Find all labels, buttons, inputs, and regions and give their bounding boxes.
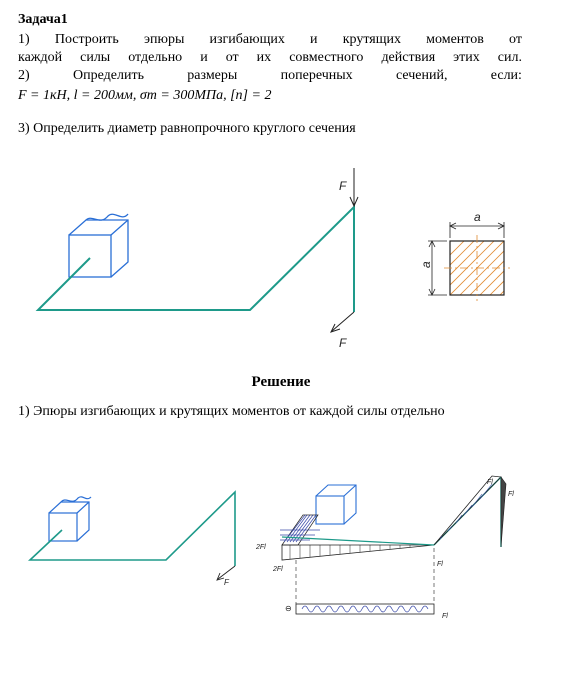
frame-structure-small <box>30 492 235 566</box>
task-word: их <box>256 50 272 65</box>
task-word: и <box>310 32 318 47</box>
force-label-top: F <box>339 179 347 193</box>
task-word: моментов <box>426 32 484 47</box>
task-word: 1) <box>18 32 30 47</box>
label-2fl-b: 2Fl <box>273 566 283 573</box>
force-label-small: F <box>224 578 229 587</box>
task-title: Задача1 <box>18 12 68 27</box>
moment-diagram <box>280 476 506 614</box>
task-word: Построить <box>54 32 119 47</box>
dim-label-height: a <box>419 261 433 268</box>
dim-label-width: a <box>474 210 481 224</box>
task-word: изгибающих <box>209 32 285 47</box>
task-word: поперечных <box>280 68 353 83</box>
label-2fl-a: 2Fl <box>256 544 266 551</box>
moment-plot-left <box>280 515 320 545</box>
solution-heading: Решение <box>251 374 311 390</box>
label-fl-mid: Fl <box>437 561 443 568</box>
force-label-bottom: F <box>339 336 347 350</box>
task-word: Определить <box>73 68 144 83</box>
task-word: 2) <box>18 68 30 83</box>
label-fl-top: Fl <box>487 479 493 486</box>
task-word: крутящих <box>342 32 401 47</box>
task-word: эпюры <box>143 32 185 47</box>
task-word: сечений, <box>395 68 448 83</box>
task-word: от <box>509 32 522 47</box>
task-word: от <box>225 50 239 65</box>
label-fl-right: Fl <box>508 491 514 498</box>
task-word: отдельно <box>128 50 183 65</box>
task-word: этих <box>453 50 480 65</box>
task-item-3: 3) Определить диаметр равнопрочного круглого сечения <box>18 121 356 136</box>
label-fl-torque: Fl <box>442 613 448 620</box>
task-word: сил. <box>497 50 522 65</box>
torque-sign: ⊖ <box>285 604 292 613</box>
moment-plot-middle <box>282 537 434 560</box>
task-word: совместного <box>289 50 364 65</box>
cube-drawing-small <box>49 497 91 541</box>
task-word: размеры <box>187 68 238 83</box>
task-word: и <box>200 50 208 65</box>
task-formula: F = 1кН, l = 200мм, σт = 300МПа, [n] = 2 <box>18 88 272 103</box>
task-word: каждой <box>18 50 63 65</box>
task-word: силы <box>80 50 111 65</box>
solution-item-1: 1) Эпюры изгибающих и крутящих моментов от каждой силы отдельно <box>18 404 445 419</box>
task-word: действия <box>381 50 436 65</box>
task-word: если: <box>490 68 522 83</box>
